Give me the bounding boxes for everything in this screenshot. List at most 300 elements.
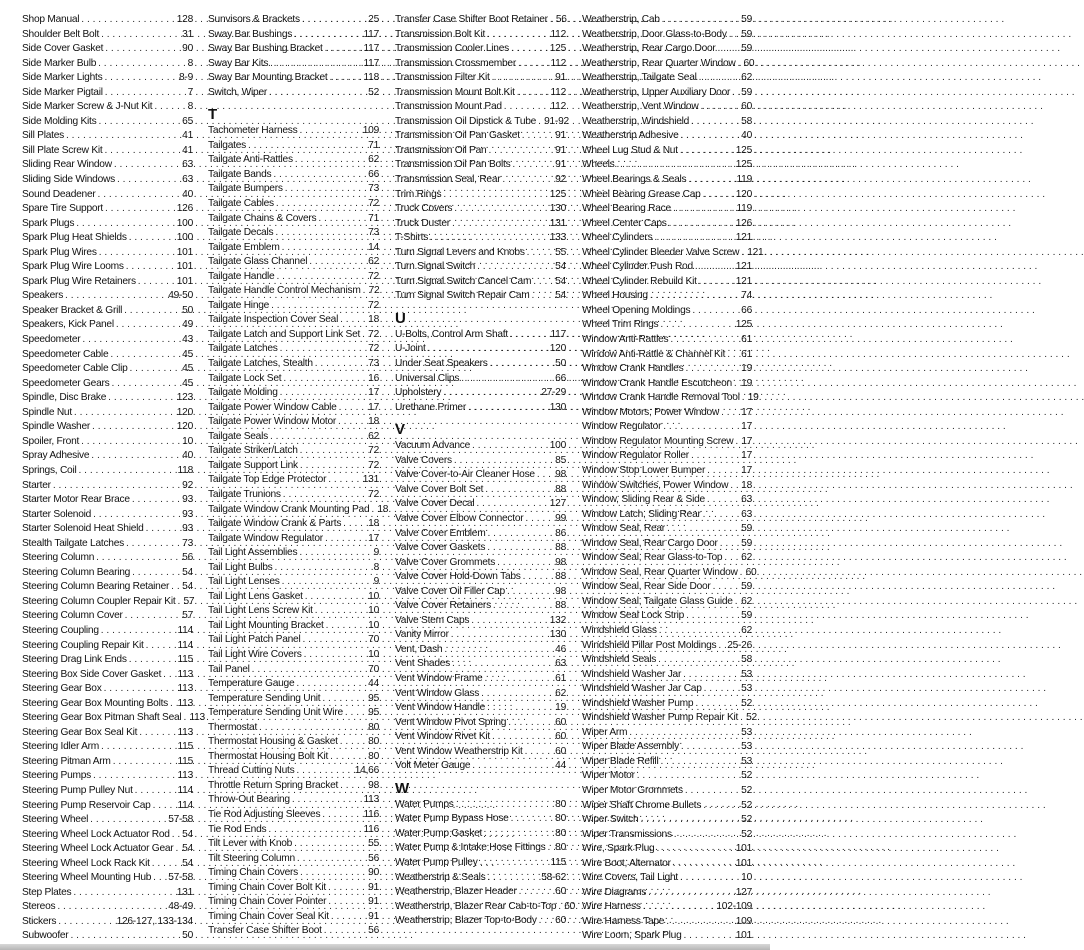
dot-leader [302, 13, 366, 28]
dot-leader [684, 929, 734, 944]
index-entry [22, 799, 193, 814]
entry-label: Window, Sliding Rear & Side [582, 494, 705, 506]
entry-page-number: 56 [368, 925, 379, 937]
dot-leader [90, 813, 166, 828]
dot-leader [252, 663, 366, 678]
dot-leader [525, 512, 553, 527]
dot-leader [339, 401, 367, 416]
entry-label: Starter [22, 479, 51, 491]
dot-leader [718, 42, 740, 57]
dot-leader [724, 551, 739, 566]
entry-page-number: 120 [176, 406, 193, 418]
entry-page-number: 48-49 [168, 901, 193, 913]
entry-label: Weatherstrip, Blazer Rear Cab-to-Top [395, 900, 557, 912]
index-entry [395, 86, 566, 101]
entry-label: Wheel Bearings & Seals [582, 174, 687, 186]
dot-leader [629, 726, 739, 741]
dot-leader [328, 895, 366, 910]
dot-leader [104, 71, 177, 86]
entry-label: Volt Meter Gauge [395, 760, 471, 772]
dot-leader [735, 595, 739, 610]
entry-label: Tie Rod Ends [208, 823, 267, 835]
entry-page-number: 119 [736, 174, 752, 186]
entry-page-number: 62 [741, 552, 752, 564]
entry-page-number: 54 [182, 566, 193, 578]
entry-page-number: 59 [741, 43, 752, 55]
dot-leader [707, 493, 739, 508]
dot-leader [643, 900, 715, 915]
dot-leader [637, 769, 739, 784]
entry-label: Weatherstrip, Cab [582, 14, 660, 25]
index-entry [582, 144, 752, 159]
index-entry [582, 682, 752, 697]
dot-leader [539, 914, 553, 929]
entry-label: Starter Solenoid [22, 508, 92, 520]
index-entry [395, 357, 566, 372]
index-entry [22, 362, 193, 377]
entry-label: Spark Plug Wire Looms [22, 261, 124, 273]
dot-leader [114, 158, 180, 173]
dot-leader [172, 828, 180, 843]
entry-page-number: 19 [741, 363, 752, 375]
entry-page-number: 101 [176, 246, 193, 258]
dot-leader [110, 348, 180, 363]
index-entry [22, 639, 193, 654]
index-entry [22, 42, 193, 57]
index-entry [395, 100, 566, 115]
entry-page-number: 41 [182, 130, 193, 142]
entry-label: Water Pump Gasket [395, 827, 483, 839]
dot-leader [738, 57, 742, 72]
index-entry [582, 100, 752, 115]
entry-label: Shop Manual [22, 14, 80, 25]
index-entry [582, 202, 752, 217]
entry-label: Sway Bar Bushing Bracket [208, 43, 323, 55]
index-entry [22, 900, 193, 915]
dot-leader [700, 100, 739, 115]
dot-leader [512, 158, 553, 173]
entry-page-number: 66 [741, 304, 752, 316]
index-entry [582, 726, 752, 741]
entry-label: Sound Deadener [22, 188, 96, 200]
entry-page-number: 17 [368, 387, 379, 399]
entry-label: Weatherstrip, Tailgate Seal [582, 72, 697, 84]
entry-page-number: 71 [368, 139, 379, 151]
entry-page-number: 10 [741, 872, 752, 884]
entry-page-number: 95 [368, 692, 379, 704]
entry-label: Tailgate Seals [208, 430, 268, 442]
index-entry [208, 561, 379, 576]
entry-page-number: 80 [368, 721, 379, 733]
entry-page-number: 66 [555, 372, 566, 384]
dot-leader [328, 473, 361, 488]
index-entry [582, 318, 752, 333]
entry-page-number: 40 [182, 450, 193, 462]
entry-page-number: 93 [182, 523, 193, 535]
index-entry [395, 687, 566, 702]
entry-label: Turn Signal Switch Repair Cam [395, 290, 530, 302]
entry-page-number: 125 [549, 188, 566, 200]
entry-page-number: 73 [182, 537, 193, 549]
dot-leader [177, 595, 181, 610]
entry-label: Speakers, Kick Panel [22, 319, 114, 331]
index-entry [582, 406, 752, 421]
entry-label: Turn Signal Levers and Knobs [395, 246, 525, 258]
entry-label: Transmission Oil Pan Bolts [395, 159, 511, 171]
dot-leader [340, 779, 366, 794]
entry-page-number: 125 [735, 159, 752, 171]
entry-page-number: 40 [182, 188, 193, 200]
index-entry [22, 493, 193, 508]
dot-leader [683, 668, 739, 683]
index-entry [22, 435, 193, 450]
entry-label: Transmission Crossmember [395, 57, 516, 69]
index-entry [395, 28, 566, 43]
entry-label: Sway Bar Bushings [208, 28, 293, 40]
index-entry [395, 158, 566, 173]
entry-label: Steering Pumps [22, 770, 91, 782]
index-entry [395, 914, 566, 929]
dot-leader [443, 386, 539, 401]
dot-leader [511, 42, 548, 57]
dot-leader [487, 541, 553, 556]
dot-leader [720, 537, 739, 552]
index-entry [582, 449, 752, 464]
dot-leader [454, 202, 548, 217]
entry-page-number: 71 [368, 212, 379, 224]
dot-leader [163, 668, 175, 683]
entry-label: Tilt Lever with Knob [208, 838, 293, 850]
dot-leader [691, 449, 739, 464]
entry-page-number: 70 [368, 663, 379, 675]
dot-leader [616, 158, 733, 173]
dot-leader [681, 129, 740, 144]
entry-label: Weatherstrip, Rear Quarter Window [582, 57, 736, 69]
dot-leader [325, 42, 362, 57]
entry-page-number: 72 [368, 270, 379, 282]
entry-label: Vent Shades [395, 658, 451, 670]
index-entry [22, 682, 193, 697]
entry-page-number: 18 [368, 518, 379, 530]
entry-page-number: 59 [741, 28, 752, 40]
dot-leader [275, 226, 366, 241]
index-entry [208, 28, 379, 43]
dot-leader [452, 657, 553, 672]
index-entry [582, 828, 752, 843]
dot-leader [315, 604, 366, 619]
dot-leader [99, 246, 175, 261]
entry-page-number: 52 [741, 770, 752, 782]
entry-page-number: 58 [741, 654, 752, 666]
index-entry [582, 566, 757, 581]
entry-page-number: 72 [368, 285, 380, 297]
index-entry [395, 439, 566, 454]
dot-leader [484, 827, 553, 842]
dot-leader [732, 86, 739, 101]
dot-leader [471, 614, 548, 629]
index-entry [582, 115, 752, 130]
dot-leader [292, 793, 362, 808]
entry-page-number: 130 [549, 401, 566, 413]
entry-label: Vent, Dash [395, 643, 443, 655]
index-entry [395, 342, 566, 357]
entry-label: Wiper Motor [582, 770, 635, 782]
entry-label: Vent Window Weatherstrip Kit [395, 745, 523, 757]
index-entry [582, 522, 752, 537]
entry-label: Transmission Bolt Kit [395, 28, 486, 40]
index-entry [582, 42, 752, 57]
dot-leader [296, 764, 352, 779]
dot-leader [660, 755, 739, 770]
entry-page-number: 59 [741, 581, 752, 593]
entry-label: Speedometer Cable Clip [22, 363, 128, 375]
dot-leader [531, 289, 553, 304]
entry-label: Tachometer Harness [208, 125, 298, 137]
entry-label: Steering Wheel Lock Actuator Rod [22, 828, 170, 840]
entry-page-number: 8 [373, 561, 379, 573]
entry-page-number: 118 [363, 72, 379, 84]
entry-label: Window Seal, Rear Side Door [582, 581, 711, 593]
index-entry [582, 260, 752, 275]
entry-label: Spindle Nut [22, 406, 72, 418]
dot-leader [300, 444, 367, 459]
entry-label: Wiper Blade Refill [582, 755, 659, 767]
dot-leader [713, 580, 740, 595]
entry-page-number: 100 [176, 232, 193, 244]
index-entry [395, 827, 566, 842]
dot-leader [461, 372, 553, 387]
entry-page-number: 114 [177, 624, 193, 636]
index-entry [22, 537, 193, 552]
dot-leader [659, 624, 739, 639]
entry-page-number: 54 [182, 581, 193, 593]
dot-leader [322, 692, 366, 707]
dot-leader [70, 929, 180, 944]
index-entry [395, 188, 566, 203]
dot-leader [338, 415, 366, 430]
index-entry [22, 217, 193, 232]
entry-label: Steering Gear Box Pitman Shaft Seal [22, 712, 182, 724]
index-entry [208, 517, 379, 532]
dot-leader [452, 217, 548, 232]
entry-page-number: 91 [555, 144, 566, 156]
entry-page-number: 91 [555, 130, 566, 142]
index-entry [582, 580, 752, 595]
entry-page-number: 62 [741, 72, 752, 84]
dot-leader [484, 672, 553, 687]
entry-label: Window Crank Handles [582, 363, 684, 375]
entry-label: Tail Light Lens Gasket [208, 590, 303, 602]
entry-label: Tailgate Trunions [208, 488, 281, 500]
entry-page-number: 60 [555, 915, 566, 927]
entry-page-number: 43 [182, 334, 193, 346]
index-entry [395, 730, 566, 745]
entry-label: Thermostat Housing Bolt Kit [208, 750, 329, 762]
entry-page-number: 125 [735, 319, 752, 331]
entry-label: Valve Cover Oil Filler Cap [395, 585, 505, 597]
entry-page-number: 10 [368, 648, 379, 660]
index-entry [22, 886, 193, 901]
index-entry [582, 653, 752, 668]
entry-label: Tail Light Mounting Bracket [208, 619, 324, 631]
entry-label: Wiper Transmissions [582, 828, 672, 840]
index-entry [22, 202, 193, 217]
index-entry [395, 628, 566, 643]
entry-label: Wire Boot, Alternator [582, 857, 671, 869]
index-entry [22, 580, 193, 595]
entry-page-number: 90 [368, 867, 379, 879]
entry-label: Water Pump Bypass Hose [395, 813, 509, 825]
index-entry [582, 304, 752, 319]
dot-leader [518, 57, 549, 72]
dot-leader [472, 439, 548, 454]
entry-page-number: 10 [182, 435, 193, 447]
dot-leader [76, 217, 175, 232]
index-entry [208, 357, 379, 372]
dot-leader [154, 100, 185, 115]
entry-label: Starter Solenoid Heat Shield [22, 523, 144, 535]
entry-label: Wheel Opening Moldings [582, 304, 691, 316]
index-entry [395, 556, 566, 571]
entry-page-number: 54 [182, 828, 193, 840]
entry-page-number: 53 [741, 668, 752, 680]
index-entry [22, 377, 193, 392]
dot-leader [485, 483, 553, 498]
entry-label: Timing Chain Cover Pointer [208, 896, 327, 908]
entry-label: Wheel Cylinder Rebuild Kit [582, 275, 697, 287]
dot-leader [371, 503, 375, 518]
entry-label: Spoiler, Front [22, 435, 80, 447]
dot-leader [476, 497, 547, 512]
dot-leader [171, 580, 180, 595]
entry-label: Subwoofer [22, 930, 69, 942]
entry-label: Valve Cover Elbow Connector [395, 512, 524, 524]
entry-page-number: 112 [550, 101, 566, 113]
entry-label: Valve Cover-to-Air Cleaner Hose [395, 469, 535, 481]
dot-leader [270, 57, 361, 72]
entry-page-number: 80 [368, 736, 379, 748]
dot-leader [132, 566, 180, 581]
index-entry [582, 755, 752, 770]
dot-leader [299, 546, 371, 561]
dot-leader [268, 823, 361, 838]
entry-page-number: 52 [741, 784, 752, 796]
entry-page-number: 10 [368, 590, 379, 602]
entry-page-number: 125 [735, 144, 752, 156]
dot-leader [129, 231, 175, 246]
entry-page-number: 54 [182, 857, 193, 869]
index-entry [582, 813, 752, 828]
index-entry [395, 657, 566, 672]
entry-page-number: 63 [182, 159, 193, 171]
dot-leader [93, 769, 176, 784]
dot-leader [324, 924, 366, 939]
dot-leader [492, 730, 553, 745]
entry-label: Tailgate Window Crank Mounting Pad [208, 503, 370, 515]
entry-page-number: 49 [182, 319, 193, 331]
entry-label: Tailgate Top Edge Protector [208, 474, 327, 486]
entry-label: Wheel Center Caps [582, 217, 667, 229]
index-entry [208, 852, 379, 867]
entry-label: Tailgate Bands [208, 168, 272, 180]
dot-leader [340, 313, 366, 328]
entry-page-number: 121 [747, 246, 764, 258]
entry-label: Transmission Oil Pan [395, 144, 487, 156]
entry-label: Tailgate Cables [208, 198, 274, 210]
dot-leader [488, 871, 540, 886]
entry-label: Wheel Bearing Grease Cap [582, 188, 701, 200]
entry-page-number: 117 [363, 57, 379, 69]
entry-page-number: 112 [550, 86, 566, 98]
entry-label: Vent Window Rivet Kit [395, 731, 490, 743]
entry-label: Sway Bar Kits [208, 57, 269, 69]
index-entry [582, 420, 752, 435]
index-entry [395, 275, 566, 290]
index-entry [208, 823, 379, 838]
dot-leader [547, 841, 553, 856]
entry-label: Transmission Seal, Rear [395, 174, 501, 186]
index-entry [22, 508, 193, 523]
entry-page-number: 25-26 [727, 639, 752, 651]
dot-leader [98, 57, 185, 72]
entry-page-number: 70 [368, 634, 379, 646]
entry-label: Steering Coupling [22, 624, 99, 636]
entry-page-number: 102-109 [716, 901, 752, 913]
index-entry [208, 328, 379, 343]
entry-label: Sliding Side Windows [22, 174, 115, 186]
index-entry [395, 798, 566, 813]
index-column-3 [395, 13, 576, 950]
entry-label: Tailgate Power Window Cable [208, 401, 337, 413]
entry-label: Tailgate Support Link [208, 459, 298, 471]
index-entry [582, 609, 752, 624]
entry-label: Wire Harness [582, 901, 641, 913]
section-heading: V [395, 421, 406, 439]
dot-leader [699, 275, 734, 290]
entry-label: Steering Coupling Repair Kit [22, 639, 144, 651]
entry-page-number: 92 [182, 479, 193, 491]
index-entry [582, 697, 752, 712]
dot-leader [248, 139, 366, 154]
dot-leader [508, 716, 553, 731]
dot-leader [343, 517, 366, 532]
entry-label: Weatherstrip, Rear Cargo Door [582, 43, 716, 55]
dot-leader [703, 799, 739, 814]
index-entry [208, 604, 379, 619]
entry-label: Steering Pump Pulley Nut [22, 784, 133, 796]
entry-label: Wire Diagrams [582, 886, 647, 898]
entry-label: Window Seal, Rear Glass-to-Top [582, 552, 723, 564]
index-entry [22, 173, 193, 188]
index-entry [582, 231, 752, 246]
index-entry [208, 212, 379, 227]
index-entry [208, 284, 379, 299]
index-entry [395, 468, 566, 483]
dot-leader [297, 852, 366, 867]
dot-leader [523, 570, 554, 585]
index-entry [395, 716, 566, 731]
dot-leader [283, 372, 366, 387]
dot-leader [660, 318, 733, 333]
entry-page-number: 91-92 [544, 115, 569, 127]
dot-leader [153, 871, 166, 886]
index-entry [395, 57, 566, 72]
dot-leader [729, 28, 739, 43]
index-entry [395, 643, 566, 658]
dot-leader [741, 246, 745, 261]
entry-page-number: 49-50 [168, 290, 193, 302]
index-entry [582, 871, 752, 886]
